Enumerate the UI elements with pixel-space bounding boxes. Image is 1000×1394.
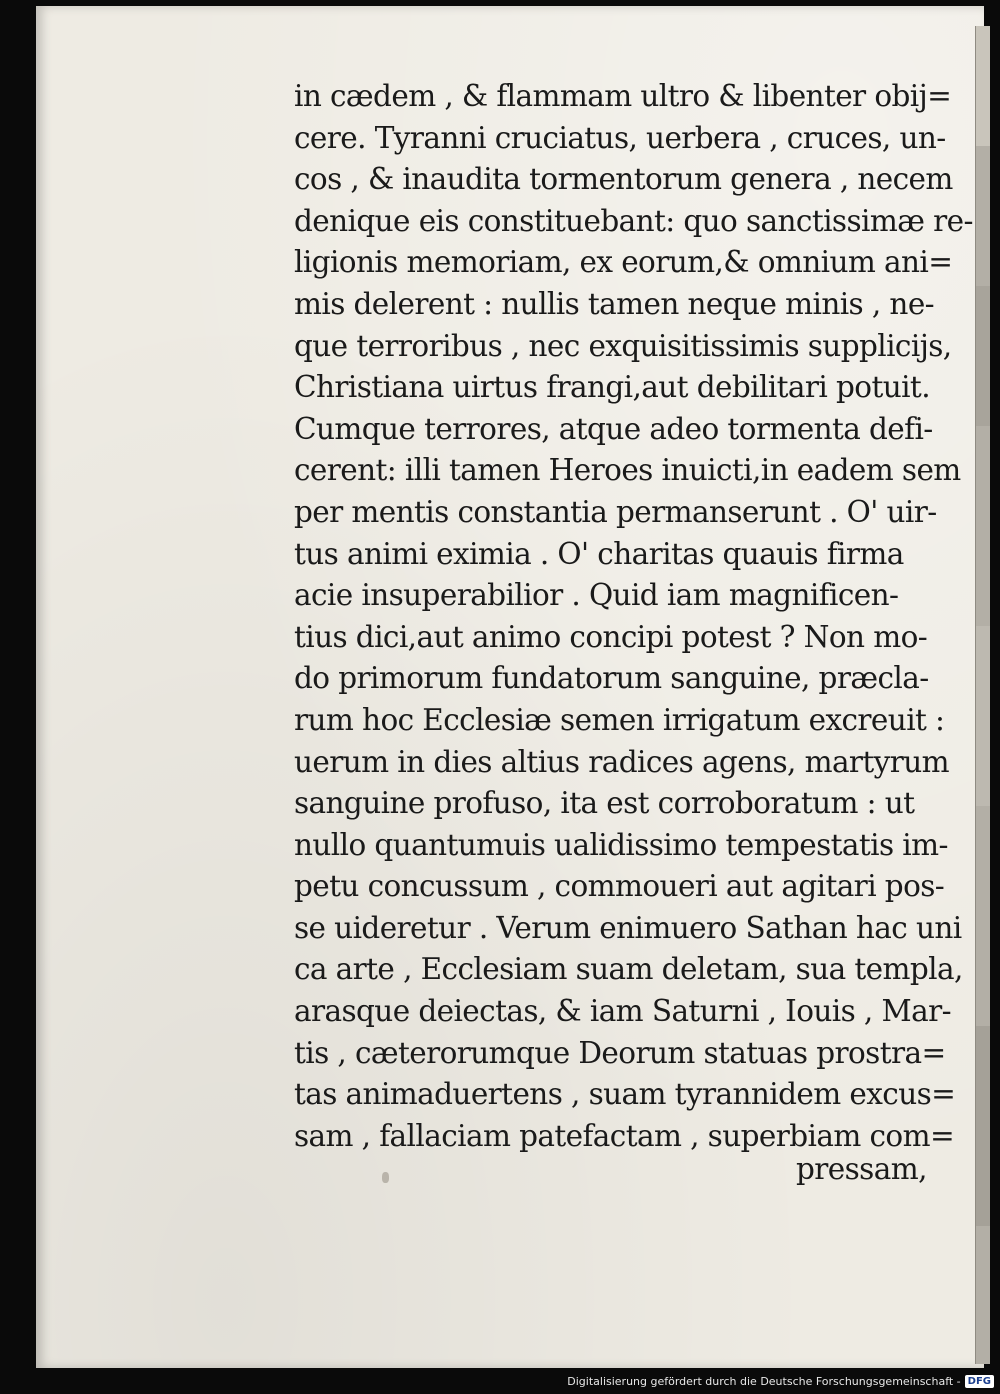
footer-credit: Digitalisierung gefördert durch die Deutsche Forschungsgemeinschaft -: [567, 1374, 961, 1388]
page-edge-tab: [975, 26, 990, 1364]
catchword: pressam,: [796, 1152, 927, 1186]
text-line: tas animaduertens , suam tyrannidem excus=: [294, 1077, 956, 1112]
text-line: mis delerent : nullis tamen neque minis , ne-: [294, 286, 935, 321]
text-line: cerent: illi tamen Heroes inuicti,in eadem sem: [294, 453, 961, 488]
text-line: nullo quantumuis ualidissimo tempestatis im-: [294, 827, 948, 862]
text-line: uerum in dies altius radices agens, martyrum: [294, 744, 950, 779]
text-line: Cumque terrores, atque adeo tormenta defi-: [294, 411, 933, 446]
text-line: denique eis constituebant: quo sanctissimæ re-: [294, 203, 973, 238]
text-line: arasque deiectas, & iam Saturni , Iouis , Mar-: [294, 994, 951, 1029]
text-line: petu concussum , commoueri aut agitari pos-: [294, 869, 945, 904]
text-line: rum hoc Ecclesiæ semen irrigatum excreuit :: [294, 702, 945, 737]
text-line: tius dici,aut animo concipi potest ? Non mo-: [294, 619, 928, 654]
text-line: tis , cæterorumque Deorum statuas prostra=: [294, 1035, 946, 1070]
text-block: [294, 76, 973, 1157]
text-line: sanguine profuso, ita est corroboratum : ut: [294, 786, 915, 821]
book-page: [36, 6, 984, 1368]
text-line: in cædem , & flammam ultro & libenter obij=: [294, 79, 952, 113]
text-line: ligionis memoriam, ex eorum,& omnium ani=: [294, 245, 953, 280]
text-line: se uideretur . Verum enimuero Sathan hac uni: [294, 910, 962, 945]
dfg-logo: DFG: [965, 1375, 994, 1388]
text-line: tus animi eximia . O' charitas quauis firma: [294, 536, 904, 571]
text-line: do primorum fundatorum sanguine, præcla-: [294, 661, 929, 696]
digitization-footer: [567, 1372, 994, 1390]
text-line: que terroribus , nec exquisitissimis supplicijs,: [294, 328, 952, 363]
text-line: cos , & inaudita tormentorum genera , necem: [294, 162, 953, 197]
text-line: Christiana uirtus frangi,aut debilitari potuit.: [294, 370, 930, 405]
text-line: ca arte , Ecclesiam suam deletam, sua templa,: [294, 952, 963, 987]
text-line: sam , fallaciam patefactam , superbiam com=: [294, 1118, 955, 1153]
text-line: per mentis constantia permanserunt . O' uir-: [294, 494, 937, 529]
text-line: acie insuperabilior . Quid iam magnificen-: [294, 578, 899, 613]
ink-speck: [382, 1172, 389, 1183]
text-line: cere. Tyranni cruciatus, uerbera , cruces, un-: [294, 120, 946, 155]
